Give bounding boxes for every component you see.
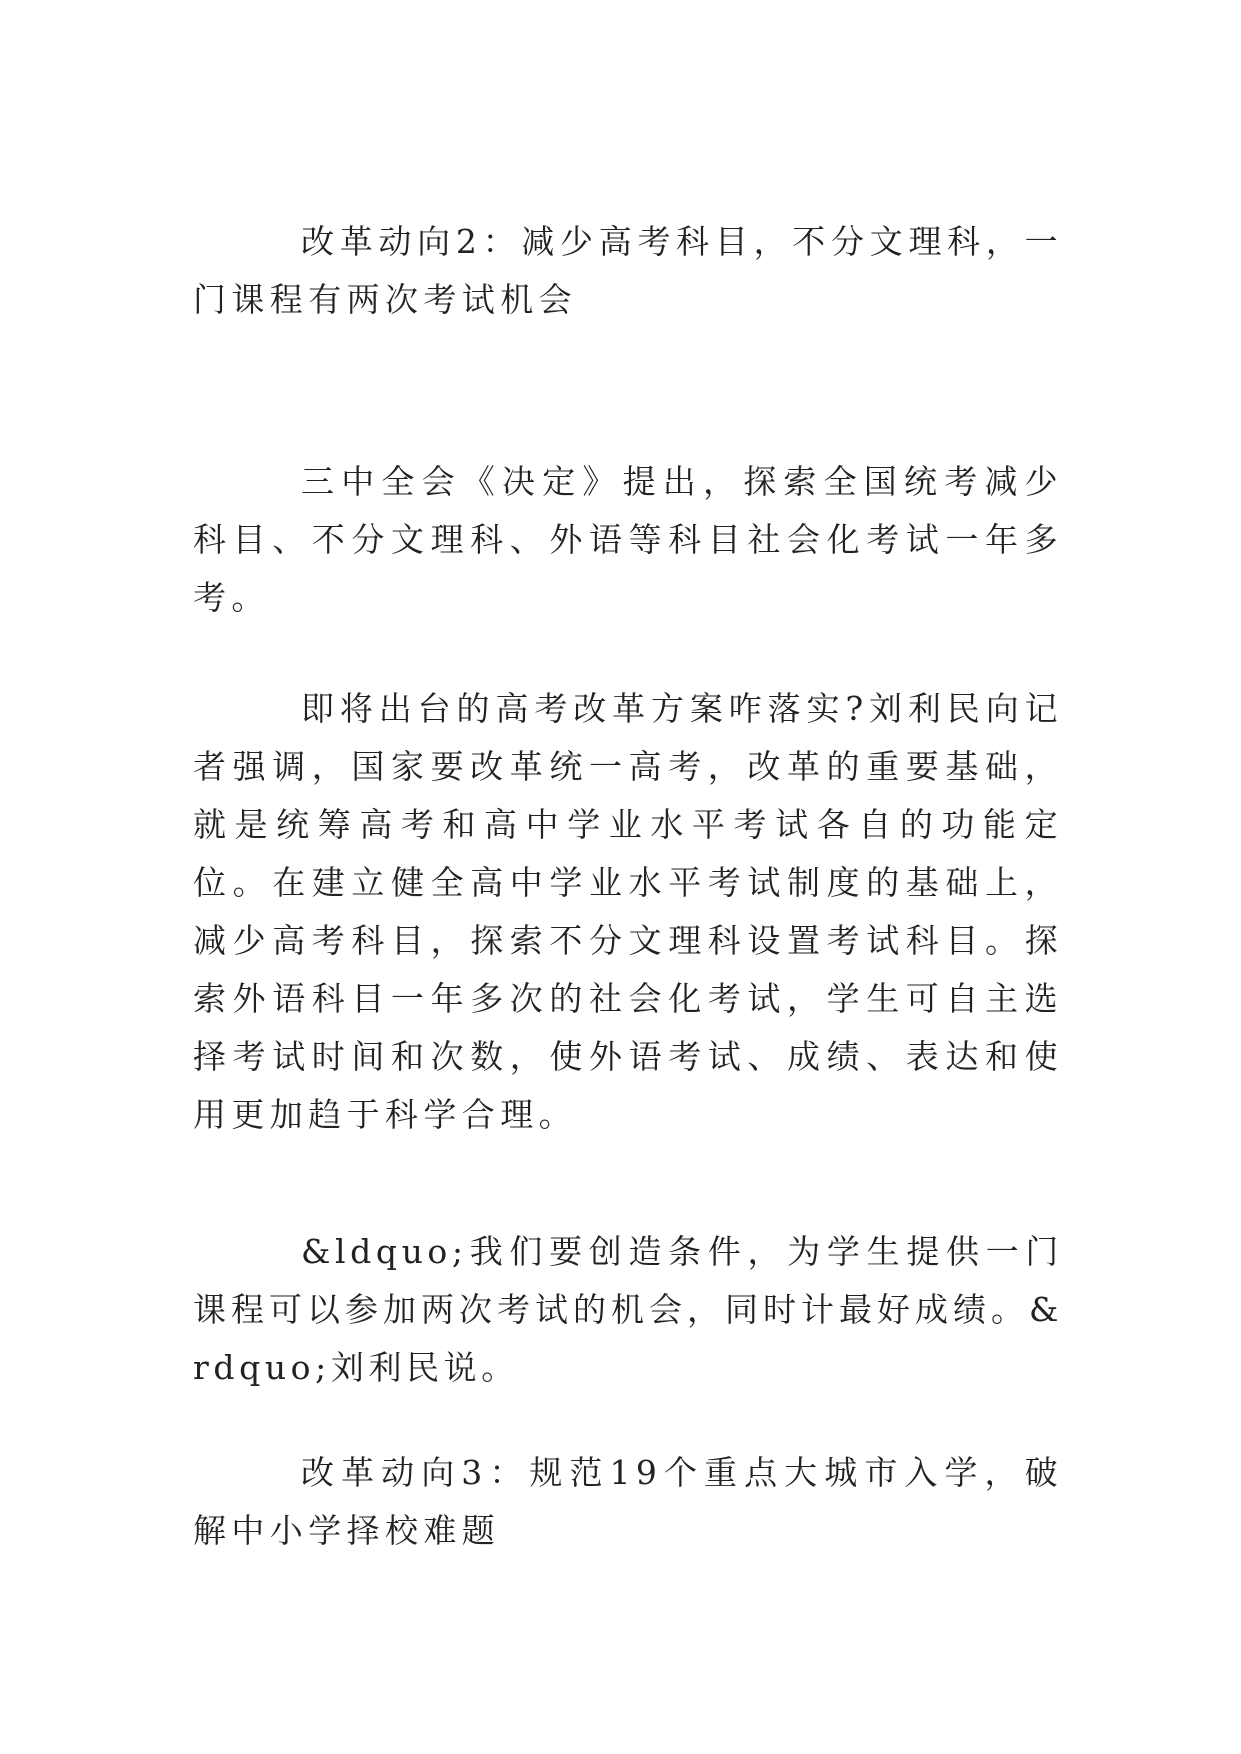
- paragraph-plenum-decision: 三中全会《决定》提出，探索全国统考减少科目、不分文理科、外语等科目社会化考试一年多考。: [193, 462, 1063, 617]
- paragraph-reform-plan: 即将出台的高考改革方案咋落实?刘利民向记者强调，国家要改革统一高考，改革的重要基础，就是统筹高考和高中学业水平考试各自的功能定位。在建立健全高中学业水平考试制度的基础上，减少高考科目，探索不分文理科设置考试科目。探索外语科目一年多次的社会化考试，学生可自主选择考试时间和次数，使外语考试、成绩、表达和使用更加趋于科学合理。: [193, 689, 1063, 1134]
- paragraph-quote-liu-limin: &ldquo;我们要创造条件，为学生提供一门课程可以参加两次考试的机会，同时计最好成绩。&rdquo;刘利民说。: [193, 1232, 1063, 1387]
- heading-reform-direction-3: 改革动向3：规范19个重点大城市入学，破解中小学择校难题: [193, 1453, 1063, 1550]
- heading-reform-direction-2: 改革动向2：减少高考科目，不分文理科，一门课程有两次考试机会: [193, 222, 1063, 319]
